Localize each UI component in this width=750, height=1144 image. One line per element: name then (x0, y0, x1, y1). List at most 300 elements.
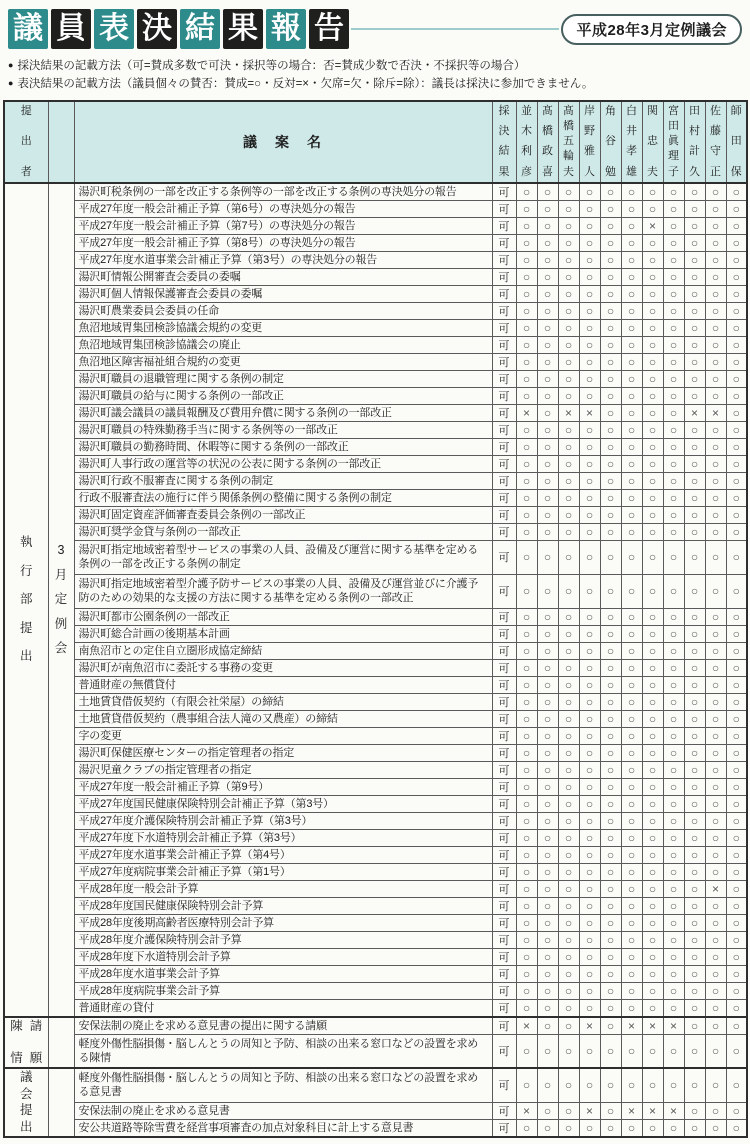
vote-cell: ○ (663, 421, 684, 438)
vote-cell: ○ (726, 370, 747, 387)
vote-cell: ○ (663, 778, 684, 795)
bill-cell: 湯沢町行政不服審査に関する条例の制定 (74, 472, 492, 489)
session-badge: 平成28年3月定例議会 (561, 14, 742, 45)
vote-cell: ○ (726, 217, 747, 234)
vote-cell: ○ (642, 472, 663, 489)
result-cell: 可 (492, 863, 516, 880)
vote-cell: ○ (726, 421, 747, 438)
vote-cell: ○ (600, 744, 621, 761)
result-cell: 可 (492, 676, 516, 693)
vote-cell: ○ (663, 897, 684, 914)
bill-cell: 行政不服審査法の施行に伴う関係条例の整備に関する条例の制定 (74, 489, 492, 506)
vote-cell: ○ (516, 540, 537, 574)
vote-cell: ○ (579, 285, 600, 302)
vote-cell: ○ (516, 778, 537, 795)
result-cell: 可 (492, 608, 516, 625)
vote-cell: ○ (621, 965, 642, 982)
vote-cell: ○ (684, 710, 705, 727)
vote-cell: ○ (558, 1068, 579, 1102)
result-cell: 可 (492, 285, 516, 302)
table-row (4, 846, 747, 863)
vote-cell: × (579, 404, 600, 421)
vote-cell: ○ (621, 982, 642, 999)
vote-cell: ○ (642, 302, 663, 319)
vote-cell: ○ (642, 251, 663, 268)
bill-cell: 平成28年度水道事業会計予算 (74, 965, 492, 982)
header-member (642, 101, 663, 183)
vote-cell: ○ (600, 506, 621, 523)
vote-cell: ○ (579, 302, 600, 319)
vote-cell: ○ (600, 1034, 621, 1068)
vote-cell: ○ (726, 523, 747, 540)
result-cell: 可 (492, 387, 516, 404)
result-cell: 可 (492, 506, 516, 523)
header-member (705, 101, 726, 183)
vote-cell: ○ (663, 761, 684, 778)
vote-cell: ○ (705, 846, 726, 863)
vote-cell: × (642, 1102, 663, 1119)
vote-cell: ○ (684, 880, 705, 897)
result-cell: 可 (492, 795, 516, 812)
bill-cell: 湯沢町都市公園条例の一部改正 (74, 608, 492, 625)
vote-cell: ○ (600, 1102, 621, 1119)
vote-cell: ○ (684, 336, 705, 353)
vote-cell: ○ (663, 319, 684, 336)
result-cell: 可 (492, 489, 516, 506)
table-row (4, 336, 747, 353)
vote-cell: ○ (621, 574, 642, 608)
vote-cell: ○ (684, 421, 705, 438)
table-row (4, 472, 747, 489)
vote-cell: ○ (642, 999, 663, 1017)
vote-cell: ○ (726, 659, 747, 676)
vote-cell: ○ (642, 200, 663, 217)
vote-cell: ○ (600, 608, 621, 625)
vote-cell: ○ (600, 676, 621, 693)
vote-cell: ○ (537, 999, 558, 1017)
vote-cell: ○ (579, 778, 600, 795)
vote-cell: ○ (726, 387, 747, 404)
session-cell (48, 1068, 74, 1137)
vote-cell: ○ (558, 659, 579, 676)
vote-cell: ○ (642, 948, 663, 965)
vote-cell: ○ (726, 948, 747, 965)
table-row (4, 744, 747, 761)
proposer-cell (4, 1017, 48, 1069)
vote-cell: ○ (726, 744, 747, 761)
vote-cell: ○ (600, 778, 621, 795)
vote-cell: ○ (516, 455, 537, 472)
vote-cell: ○ (516, 727, 537, 744)
vote-cell: ○ (642, 438, 663, 455)
proposer-text (5, 1020, 48, 1065)
bill-cell: 平成27年度下水道特別会計補正予算（第3号） (74, 829, 492, 846)
result-cell: 可 (492, 217, 516, 234)
table-row (4, 625, 747, 642)
vote-cell: ○ (537, 710, 558, 727)
header-member (558, 101, 579, 183)
result-cell: 可 (492, 982, 516, 999)
table-row (4, 319, 747, 336)
vote-cell: ○ (558, 897, 579, 914)
vote-cell: × (642, 1017, 663, 1035)
vote-cell: ○ (537, 472, 558, 489)
vote-cell: ○ (621, 455, 642, 472)
vote-cell: ○ (516, 1119, 537, 1137)
vote-cell: ○ (516, 387, 537, 404)
vote-cell: ○ (642, 829, 663, 846)
vote-cell: ○ (726, 863, 747, 880)
vote-cell: ○ (663, 387, 684, 404)
vote-cell: ○ (684, 829, 705, 846)
bullet-icon: ● (8, 60, 14, 70)
vote-cell: ○ (621, 659, 642, 676)
vote-cell: ○ (516, 489, 537, 506)
member-name: 岸 野 雅 人 (584, 104, 595, 178)
vote-cell: ○ (537, 1068, 558, 1102)
bill-cell: 湯沢町総合計画の後期基本計画 (74, 625, 492, 642)
vote-cell: ○ (579, 1034, 600, 1068)
result-cell: 可 (492, 336, 516, 353)
result-cell: 可 (492, 659, 516, 676)
vote-cell: ○ (537, 642, 558, 659)
vote-cell: ○ (642, 183, 663, 201)
vote-cell: ○ (600, 880, 621, 897)
vote-cell: ○ (684, 302, 705, 319)
result-cell: 可 (492, 319, 516, 336)
vote-cell: ○ (705, 914, 726, 931)
vote-cell: ○ (663, 183, 684, 201)
bill-cell: 南魚沼市との定住自立圏形成協定締結 (74, 642, 492, 659)
table-row (4, 914, 747, 931)
result-cell: 可 (492, 421, 516, 438)
vote-cell: ○ (579, 574, 600, 608)
vote-cell: ○ (642, 353, 663, 370)
vote-cell: ○ (579, 319, 600, 336)
session-text: 3 月 定 例 会 (54, 543, 68, 656)
vote-cell: ○ (600, 863, 621, 880)
vote-results-table (3, 100, 748, 1138)
vote-cell: ○ (705, 608, 726, 625)
table-row (4, 863, 747, 880)
vote-cell: ○ (726, 302, 747, 319)
vote-cell: ○ (516, 336, 537, 353)
member-name: 師 田 保 (730, 104, 742, 178)
vote-cell: ○ (558, 336, 579, 353)
vote-cell: ○ (579, 863, 600, 880)
result-cell: 可 (492, 353, 516, 370)
vote-cell: ○ (537, 795, 558, 812)
vote-cell: ○ (705, 251, 726, 268)
vote-cell: ○ (558, 931, 579, 948)
header-member (600, 101, 621, 183)
result-cell: 可 (492, 931, 516, 948)
vote-cell: ○ (621, 268, 642, 285)
vote-cell: ○ (684, 761, 705, 778)
vote-cell: ○ (705, 1068, 726, 1102)
vote-cell: ○ (663, 234, 684, 251)
vote-cell: ○ (726, 608, 747, 625)
vote-cell: ○ (684, 914, 705, 931)
vote-cell: ○ (600, 948, 621, 965)
vote-cell: ○ (642, 693, 663, 710)
vote-cell: ○ (516, 234, 537, 251)
vote-cell: ○ (705, 268, 726, 285)
note-text: 採決結果の記載方法（可=賛成多数で可決・採択等の場合：否=賛成少数で否決・不採択等の場合） (17, 60, 526, 72)
vote-cell: ○ (516, 1034, 537, 1068)
bill-cell: 平成27年度一般会計補正予算（第9号） (74, 778, 492, 795)
vote-cell: ○ (516, 710, 537, 727)
vote-cell: ○ (684, 540, 705, 574)
vote-cell: ○ (558, 370, 579, 387)
vote-cell: ○ (705, 1102, 726, 1119)
bill-cell: 平成28年度国民健康保険特別会計予算 (74, 897, 492, 914)
vote-cell: ○ (663, 353, 684, 370)
vote-cell: ○ (600, 489, 621, 506)
vote-cell: ○ (537, 812, 558, 829)
vote-cell: ○ (642, 846, 663, 863)
vote-cell: ○ (516, 1068, 537, 1102)
vote-cell: ○ (600, 727, 621, 744)
bill-cell: 湯沢町職員の特殊勤務手当に関する条例等の一部改正 (74, 421, 492, 438)
vote-cell: ○ (558, 727, 579, 744)
vote-cell: ○ (642, 421, 663, 438)
title-box-char: 果 (223, 9, 263, 49)
vote-cell: ○ (600, 285, 621, 302)
vote-cell: ○ (600, 251, 621, 268)
vote-cell: ○ (684, 183, 705, 201)
vote-cell: ○ (663, 659, 684, 676)
vote-cell: ○ (642, 1068, 663, 1102)
bill-cell: 安公共道路等除雪費を経営事項審査の加点対象科目に計上する意見書 (74, 1119, 492, 1137)
vote-cell: ○ (684, 931, 705, 948)
vote-cell: ○ (642, 506, 663, 523)
vote-cell: ○ (705, 863, 726, 880)
vote-cell: ○ (579, 744, 600, 761)
table-row (4, 829, 747, 846)
header-session-spacer (48, 101, 74, 183)
result-cell: 可 (492, 710, 516, 727)
table-row (4, 812, 747, 829)
vote-cell: ○ (684, 965, 705, 982)
vote-cell: ○ (621, 761, 642, 778)
vote-cell: × (558, 404, 579, 421)
vote-cell: ○ (621, 251, 642, 268)
vote-cell: ○ (537, 489, 558, 506)
vote-cell: ○ (705, 455, 726, 472)
table-row (4, 540, 747, 574)
title-box-char: 報 (266, 9, 306, 49)
vote-cell: ○ (558, 812, 579, 829)
bill-cell: 平成27年度水道事業会計補正予算（第4号） (74, 846, 492, 863)
vote-cell: ○ (516, 438, 537, 455)
vote-cell: ○ (663, 285, 684, 302)
bill-cell: 湯沢町議会議員の議員報酬及び費用弁償に関する条例の一部改正 (74, 404, 492, 421)
title-box-char: 決 (137, 9, 177, 49)
vote-cell: ○ (600, 234, 621, 251)
vote-cell: ○ (558, 387, 579, 404)
vote-cell: ○ (600, 795, 621, 812)
vote-cell: ○ (558, 965, 579, 982)
vote-cell: ○ (663, 727, 684, 744)
vote-cell: ○ (600, 812, 621, 829)
vote-cell: ○ (663, 846, 684, 863)
vote-cell: ○ (579, 795, 600, 812)
table-row (4, 897, 747, 914)
vote-cell: ○ (516, 302, 537, 319)
vote-cell: ○ (684, 676, 705, 693)
table-row (4, 438, 747, 455)
vote-cell: ○ (558, 676, 579, 693)
vote-cell: ○ (558, 1034, 579, 1068)
result-cell: 可 (492, 999, 516, 1017)
vote-cell: ○ (558, 353, 579, 370)
vote-cell: ○ (642, 795, 663, 812)
vote-cell: ○ (579, 540, 600, 574)
vote-cell: ○ (558, 234, 579, 251)
vote-cell: ○ (684, 1017, 705, 1035)
vote-cell: ○ (579, 965, 600, 982)
member-name: 田 村 計 久 (689, 104, 700, 178)
vote-cell: ○ (621, 931, 642, 948)
vote-cell: ○ (684, 778, 705, 795)
vote-cell: ○ (537, 1017, 558, 1035)
header-result (492, 101, 516, 183)
vote-cell: × (705, 880, 726, 897)
table-row (4, 302, 747, 319)
vote-cell: ○ (705, 353, 726, 370)
vote-cell: ○ (537, 574, 558, 608)
vote-cell: ○ (600, 931, 621, 948)
proposer-text: 議 会 提 出 (19, 1070, 33, 1134)
vote-cell: ○ (558, 880, 579, 897)
table-row (4, 523, 747, 540)
vote-cell: ○ (684, 251, 705, 268)
title-box-char: 議 (8, 9, 48, 49)
vote-cell: ○ (642, 761, 663, 778)
vote-cell: ○ (684, 1102, 705, 1119)
vote-cell: ○ (600, 1017, 621, 1035)
vote-cell: ○ (663, 812, 684, 829)
table-row (4, 353, 747, 370)
result-cell: 可 (492, 778, 516, 795)
vote-cell: ○ (663, 438, 684, 455)
vote-cell: ○ (705, 472, 726, 489)
vote-cell: × (516, 404, 537, 421)
vote-cell: ○ (621, 999, 642, 1017)
result-cell: 可 (492, 625, 516, 642)
result-cell: 可 (492, 183, 516, 201)
vote-cell: ○ (684, 846, 705, 863)
vote-cell: ○ (726, 1068, 747, 1102)
header-member (663, 101, 684, 183)
bill-cell: 平成27年度一般会計補正予算（第6号）の専決処分の報告 (74, 200, 492, 217)
vote-cell: ○ (684, 387, 705, 404)
bill-cell: 湯沢町職員の給与に関する条例の一部改正 (74, 387, 492, 404)
member-name: 白 井 孝 雄 (626, 104, 637, 178)
vote-cell: ○ (537, 285, 558, 302)
vote-cell: ○ (600, 421, 621, 438)
vote-cell: ○ (537, 625, 558, 642)
table-row (4, 489, 747, 506)
vote-cell: ○ (726, 676, 747, 693)
bullet-icon: ● (8, 77, 14, 88)
vote-cell: ○ (705, 1034, 726, 1068)
title-box-char: 結 (180, 9, 220, 49)
bill-cell: 湯沢町職員の勤務時間、休暇等に関する条例の一部改正 (74, 438, 492, 455)
vote-cell: ○ (684, 863, 705, 880)
vote-cell: ○ (537, 234, 558, 251)
bill-cell: 平成27年度一般会計補正予算（第7号）の専決処分の報告 (74, 217, 492, 234)
vote-cell: ○ (726, 625, 747, 642)
vote-cell: ○ (705, 540, 726, 574)
vote-cell: ○ (516, 353, 537, 370)
vote-cell: ○ (558, 642, 579, 659)
vote-cell: ○ (537, 455, 558, 472)
vote-cell: ○ (705, 421, 726, 438)
vote-cell: ○ (537, 183, 558, 201)
vote-cell: × (621, 1017, 642, 1035)
vote-cell: ○ (642, 455, 663, 472)
vote-cell: ○ (663, 251, 684, 268)
vote-cell: ○ (537, 404, 558, 421)
session-cell (48, 183, 74, 1017)
vote-cell: ○ (579, 761, 600, 778)
vote-cell: ○ (600, 914, 621, 931)
vote-cell: ○ (516, 421, 537, 438)
vote-cell: ○ (642, 1119, 663, 1137)
vote-cell: ○ (537, 982, 558, 999)
vote-cell: ○ (537, 608, 558, 625)
vote-cell: ○ (537, 727, 558, 744)
vote-cell: ○ (537, 880, 558, 897)
result-cell: 可 (492, 438, 516, 455)
vote-cell: ○ (621, 829, 642, 846)
vote-cell: ○ (621, 387, 642, 404)
vote-cell: ○ (621, 1034, 642, 1068)
vote-cell: ○ (516, 897, 537, 914)
vote-cell: ○ (642, 965, 663, 982)
vote-cell: ○ (600, 829, 621, 846)
vote-cell: ○ (621, 472, 642, 489)
vote-cell: ○ (579, 914, 600, 931)
vote-cell: ○ (537, 676, 558, 693)
vote-cell: ○ (621, 489, 642, 506)
table-row (4, 421, 747, 438)
table-row (4, 982, 747, 999)
proposer-text-col: 請 願 (29, 1018, 43, 1066)
vote-cell: ○ (579, 336, 600, 353)
vote-cell: ○ (537, 761, 558, 778)
table-row (4, 727, 747, 744)
table-row (4, 217, 747, 234)
vote-cell: ○ (621, 812, 642, 829)
bill-cell: 安保法制の廃止を求める意見書の提出に関する請願 (74, 1017, 492, 1035)
table-row (4, 965, 747, 982)
vote-cell: ○ (600, 659, 621, 676)
header-member (726, 101, 747, 183)
result-cell: 可 (492, 829, 516, 846)
bill-cell: 土地賃貸借仮契約（有限会社栄屋）の締結 (74, 693, 492, 710)
vote-cell: ○ (579, 455, 600, 472)
table-row (4, 795, 747, 812)
bill-cell: 平成27年度介護保険特別会計補正予算（第3号） (74, 812, 492, 829)
vote-cell: ○ (558, 506, 579, 523)
vote-cell: ○ (537, 302, 558, 319)
vote-cell: ○ (600, 268, 621, 285)
vote-cell: ○ (663, 336, 684, 353)
vote-cell: ○ (537, 523, 558, 540)
